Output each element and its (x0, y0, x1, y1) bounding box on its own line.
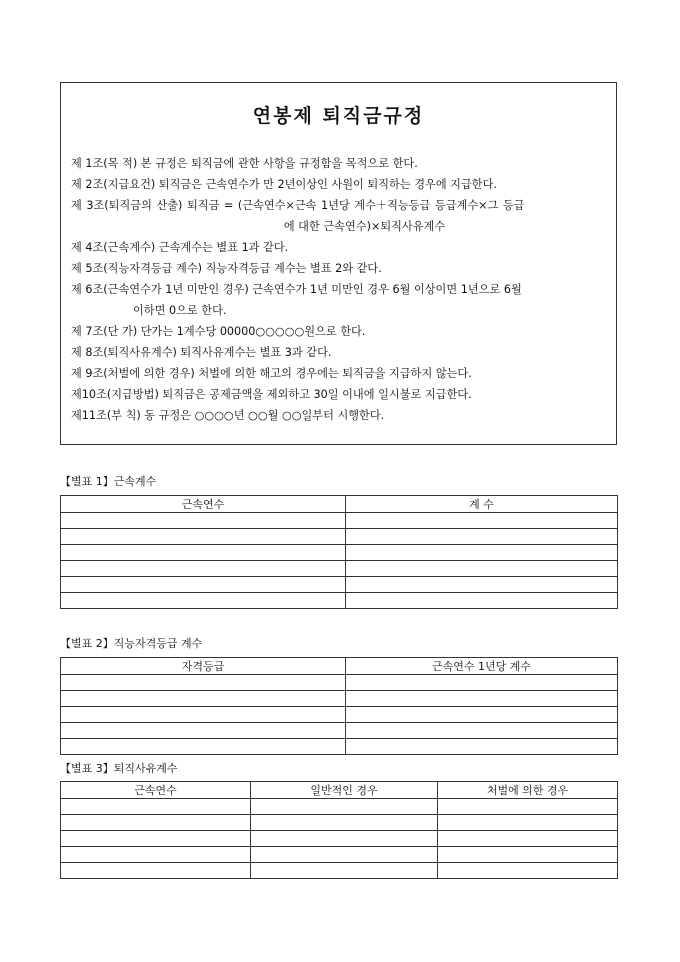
cell (61, 739, 346, 755)
cell (61, 577, 346, 593)
cell (438, 799, 618, 815)
cell (61, 593, 346, 609)
table-row (61, 529, 618, 545)
articles (71, 153, 608, 426)
table-row (61, 675, 618, 691)
article-10: 제10조(지급방법) 퇴직금은 공제금액을 제외하고 30일 이내에 일시불로 지급한다. (71, 388, 472, 401)
cell (61, 691, 346, 707)
cell (346, 545, 618, 561)
cell (346, 675, 618, 691)
cell (61, 545, 346, 561)
table-header (61, 496, 618, 513)
cell (346, 691, 618, 707)
table3-caption: 【별표 3】퇴직사유계수 (60, 762, 178, 775)
cell (61, 707, 346, 723)
table-row (61, 723, 618, 739)
table-row (61, 561, 618, 577)
article-1: 제 1조(목 적) 본 규정은 퇴직금에 관한 사항을 규정함을 목적으로 한다. (71, 157, 418, 170)
header-cell: 근속연수 1년당 계수 (346, 658, 618, 675)
table-row (61, 831, 618, 847)
cell (346, 513, 618, 529)
header-cell: 자격등급 (61, 658, 346, 675)
header-cell: 처벌에 의한 경우 (438, 782, 618, 799)
cell (438, 815, 618, 831)
article-8: 제 8조(퇴직사유계수) 퇴직사유계수는 별표 3과 같다. (71, 346, 332, 359)
table-row (61, 739, 618, 755)
cell (346, 739, 618, 755)
cell (61, 831, 251, 847)
article-6: 제 6조(근속연수가 1년 미만인 경우) 근속연수가 1년 미만인 경우 6월 이상이면 1년으로 6월 (71, 283, 522, 296)
article-4: 제 4조(근속계수) 근속계수는 별표 1과 같다. (71, 241, 289, 254)
cell (346, 577, 618, 593)
cell (61, 561, 346, 577)
cell (438, 863, 618, 879)
cell (251, 847, 438, 863)
cell (346, 529, 618, 545)
table-row (61, 847, 618, 863)
article-7: 제 7조(단 가) 단가는 1계수당 00000○○○○○원으로 한다. (71, 325, 366, 338)
header-cell: 계 수 (346, 496, 618, 513)
cell (438, 847, 618, 863)
cell (61, 513, 346, 529)
article-11: 제11조(부 칙) 동 규정은 ○○○○년 ○○월 ○○일부터 시행한다. (71, 409, 385, 422)
cell (346, 723, 618, 739)
cell (61, 799, 251, 815)
table-row (61, 545, 618, 561)
table-row (61, 513, 618, 529)
cell (251, 831, 438, 847)
cell (61, 847, 251, 863)
table-row (61, 593, 618, 609)
table-row (61, 815, 618, 831)
table-header (61, 658, 618, 675)
table2-caption: 【별표 2】직능자격등급 계수 (60, 637, 203, 650)
cell (251, 863, 438, 879)
regulation-box (60, 82, 617, 445)
document-title: 연봉제 퇴직금규정 (252, 105, 425, 127)
header-cell: 근속연수 (61, 782, 251, 799)
table-row (61, 863, 618, 879)
table3 (60, 781, 618, 879)
table-row (61, 691, 618, 707)
cell (61, 863, 251, 879)
table-row (61, 577, 618, 593)
cell (61, 723, 346, 739)
cell (346, 707, 618, 723)
table2 (60, 657, 618, 755)
table-row (61, 707, 618, 723)
article-9: 제 9조(처벌에 의한 경우) 처벌에 의한 해고의 경우에는 퇴직금을 지급하지 않는다. (71, 367, 472, 380)
article-3: 제 3조(퇴직금의 산출) 퇴직금 = (근속연수×근속 1년당 계수＋직능등급 등급계수×그 등급 (71, 199, 525, 212)
cell (346, 593, 618, 609)
header-cell: 일반적인 경우 (251, 782, 438, 799)
article-3-cont: 에 대한 근속연수)×퇴직사유계수 (283, 220, 446, 233)
cell (438, 831, 618, 847)
header-cell: 근속연수 (61, 496, 346, 513)
cell (61, 675, 346, 691)
cell (346, 561, 618, 577)
article-5: 제 5조(직능자격등급 계수) 직능자격등급 계수는 별표 2와 같다. (71, 262, 382, 275)
cell (251, 799, 438, 815)
cell (251, 815, 438, 831)
table1-caption: 【별표 1】근속계수 (60, 475, 157, 488)
table-header (61, 782, 618, 799)
table1 (60, 495, 618, 609)
article-6-cont: 이하면 0으로 한다. (133, 304, 227, 317)
article-2: 제 2조(지급요건) 퇴직금은 근속연수가 만 2년이상인 사원이 퇴직하는 경우에 지급한다. (71, 178, 497, 191)
cell (61, 529, 346, 545)
table-row (61, 799, 618, 815)
cell (61, 815, 251, 831)
